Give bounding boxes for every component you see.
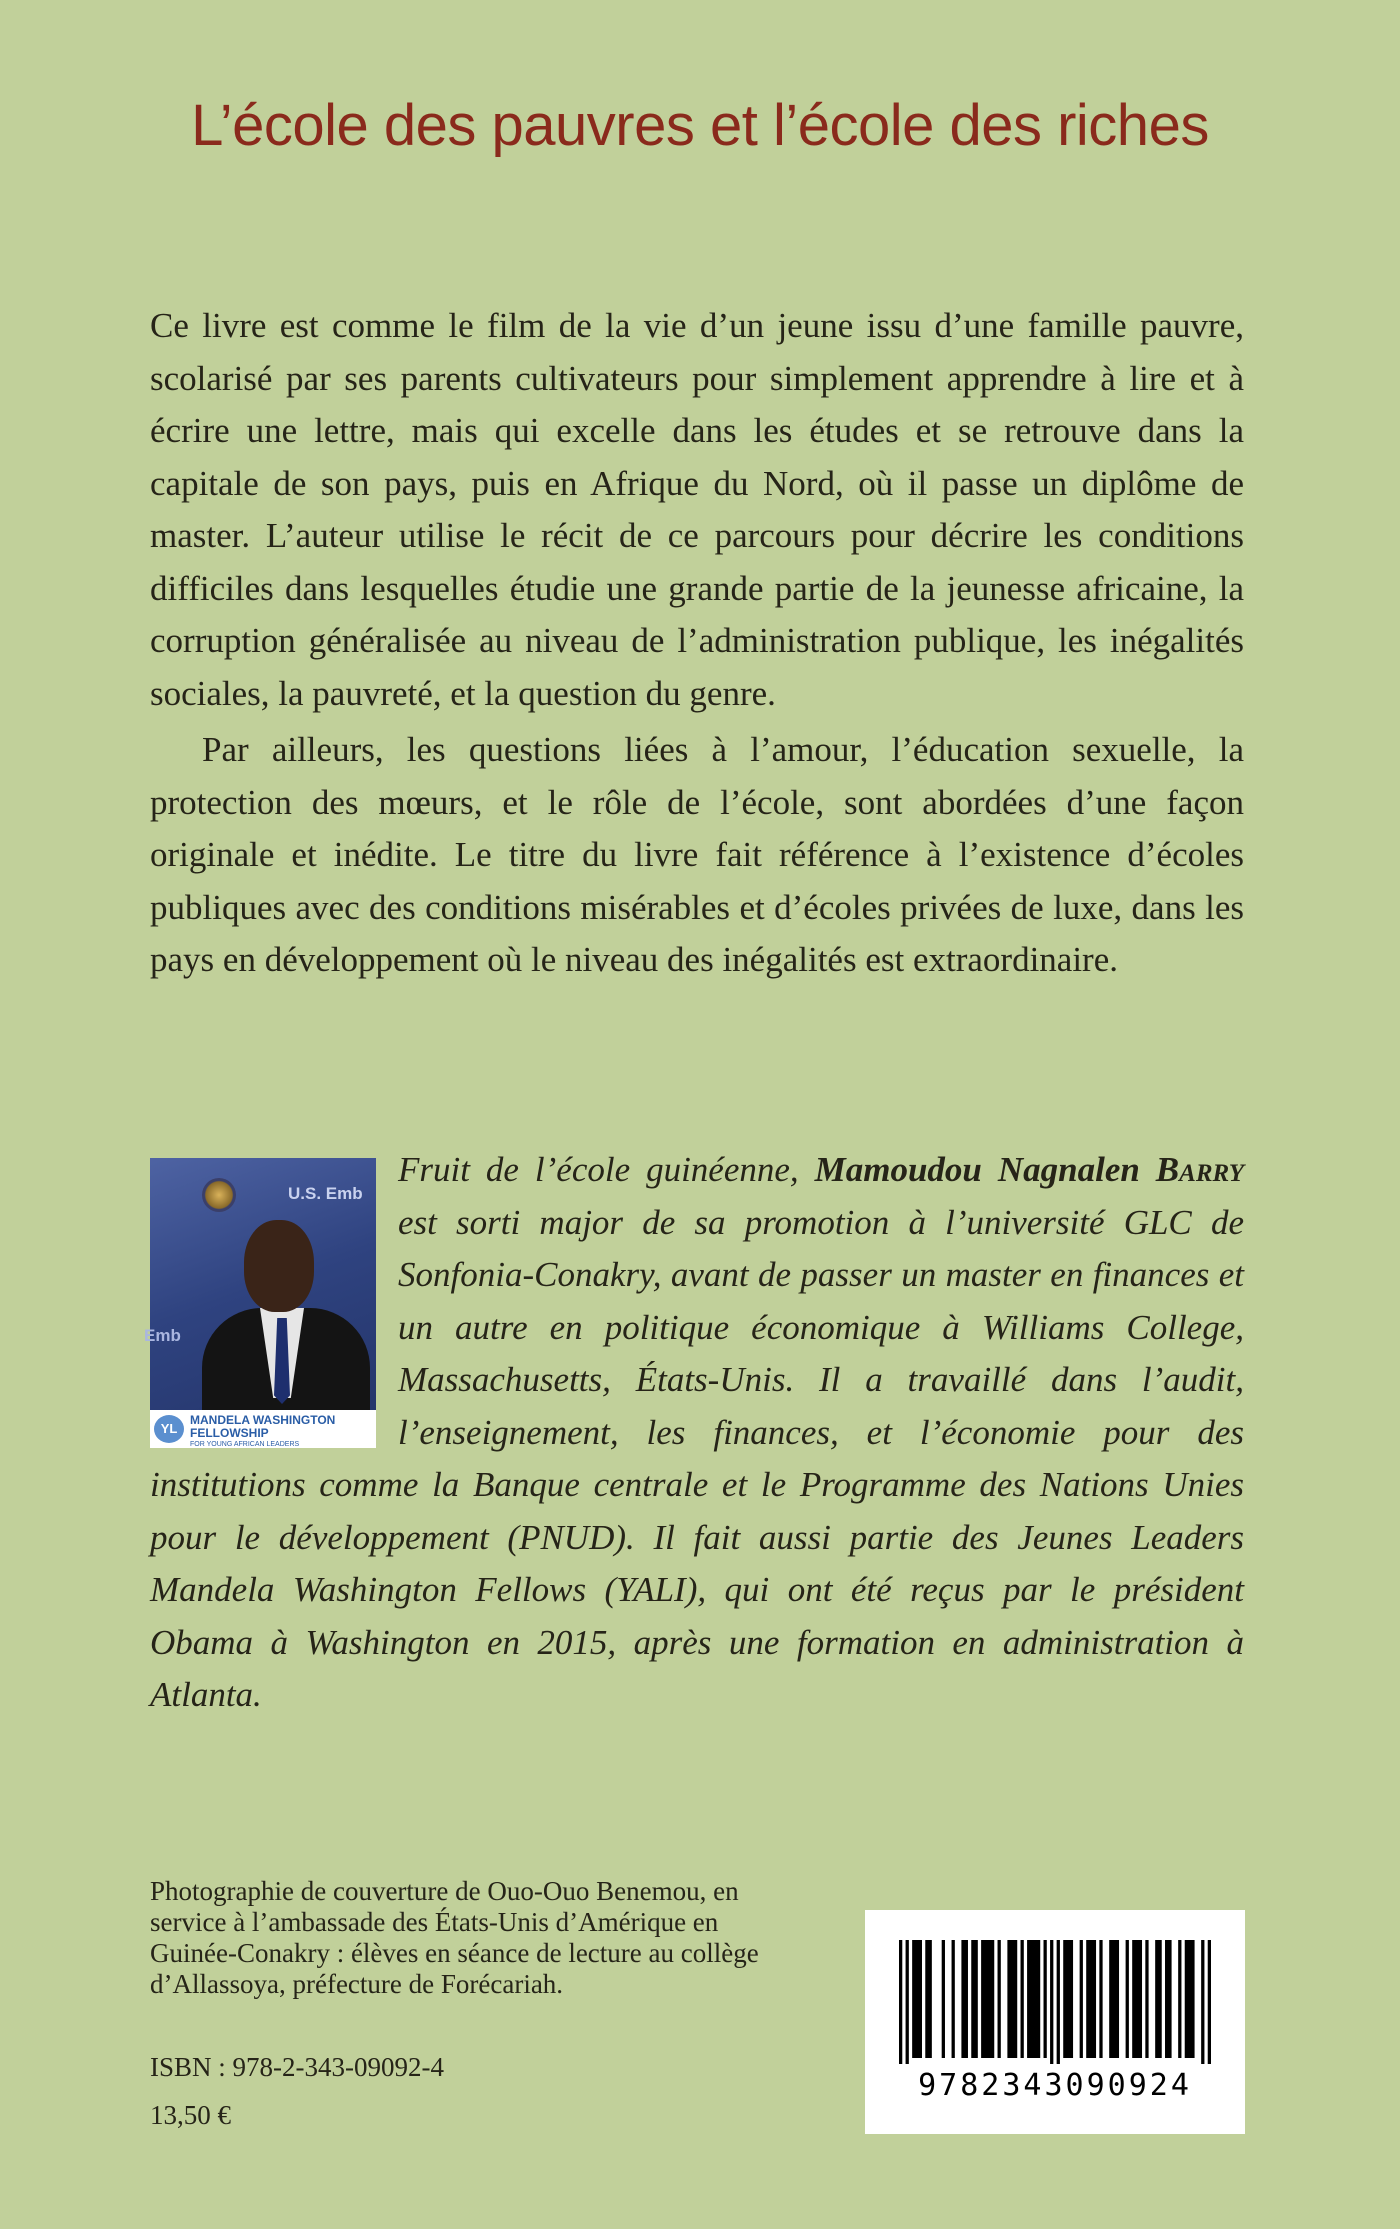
- barcode-bar: [1044, 1940, 1047, 2058]
- barcode-bar: [1080, 1940, 1083, 2058]
- cover-photo-credits: Photographie de couverture de Ouo-Ouo Benemou, en service à l’ambassade des États-Unis d’Amérique en Guinée-Conakry : élèves en séance de lecture au collège d’Allassoya, préfecture de Forécariah.: [150, 1876, 759, 1999]
- barcode-bar: [961, 1940, 968, 2058]
- barcode-bar: [899, 1940, 902, 2064]
- yali-logo-icon: YL: [154, 1415, 184, 1443]
- barcode-bar: [1099, 1940, 1102, 2058]
- synopsis: [150, 300, 1244, 987]
- barcode-bar: [981, 1940, 994, 2058]
- barcode-bar: [1021, 1940, 1024, 2058]
- author-first-names: Mamoudou Nagnalen: [814, 1150, 1140, 1189]
- barcode-bar: [998, 1940, 1001, 2058]
- barcode-digits: 9782343090924: [918, 2068, 1192, 2103]
- bio-intro: Fruit de l’école guinéenne,: [398, 1150, 815, 1189]
- author-biography: [150, 1144, 1244, 1722]
- barcode-bar: [1185, 1940, 1195, 2058]
- barcode-bar: [952, 1940, 955, 2058]
- isbn: ISBN : 978-2-343-09092-4: [150, 2052, 444, 2082]
- barcode-bars: [899, 1940, 1211, 2064]
- photo-embassy-sign-2: Emb: [144, 1326, 181, 1345]
- barcode-bar: [1126, 1940, 1129, 2058]
- barcode-bar: [1201, 1940, 1204, 2064]
- barcode-bar: [906, 1940, 909, 2064]
- barcode-bar: [1050, 1940, 1053, 2064]
- barcode-bar: [1145, 1940, 1148, 2058]
- barcode-bar: [1132, 1940, 1142, 2058]
- barcode-bar: [1063, 1940, 1073, 2058]
- barcode-bar: [1027, 1940, 1040, 2058]
- photo-spacer: [150, 1144, 398, 1454]
- barcode-bar: [1057, 1940, 1060, 2064]
- book-title: L’école des pauvres et l’école des riches: [191, 93, 1209, 158]
- barcode-bar: [1155, 1940, 1162, 2058]
- photo-embassy-sign: U.S. Emb: [288, 1184, 363, 1203]
- synopsis-paragraph-2: Par ailleurs, les questions liées à l’amour, l’éducation sexuelle, la protection des mœurs, et le rôle de l’école, sont abordées d’une façon originale et inédite. Le titre du livre fait référence à l’existence d’écoles publiques avec des conditions misérables et d’écoles privées de luxe, dans les pays en développement où le niveau des inégalités est extraordinaire.: [150, 730, 1244, 979]
- banner-line-2: FELLOWSHIP: [190, 1426, 269, 1440]
- barcode-bar: [1007, 1940, 1017, 2058]
- bio-text: est sorti major de sa promotion à l’université GLC de Sonfonia-Conakry, avant de passer un master en finances et un autre en politique économique à Williams College, Massachusetts, États-Unis. Il a travaillé dans l’audit, l’enseignement, les finances, et l’économie pour des institutions comme la Banque centrale et le Programme des Nations Unies pour le développement (PNUD). Il fait aussi partie des Jeunes Leaders Mandela Washington Fellows (YALI), qui ont été reçus par le président Obama à Washington en 2015, après une formation en administration à Atlanta.: [150, 1202, 1244, 1714]
- barcode-bar: [1178, 1940, 1181, 2058]
- barcode-bar: [1086, 1940, 1096, 2058]
- barcode-bar: [912, 1940, 922, 2058]
- barcode-bar: [971, 1940, 978, 2058]
- barcode-bar: [1208, 1940, 1211, 2064]
- barcode: [865, 1910, 1245, 2134]
- author-surname: Barry: [1155, 1150, 1244, 1189]
- synopsis-paragraph-1: Ce livre est comme le film de la vie d’un jeune issu d’une famille pauvre, scolarisé par ses parents cultivateurs pour simplement apprendre à lire et à écrire une lettre, mais qui excelle dans les études et se retrouve dans la capitale de son pays, puis en Afrique du Nord, où il passe un diplôme de master. L’auteur utilise le récit de ce parcours pour décrire les conditions difficiles dans lesquelles étudie une grande partie de la jeunesse africaine, la corruption généralisée au niveau de l’administration publique, les inégalités sociales, la pauvreté, et la question du genre.: [150, 306, 1244, 713]
- price: 13,50 €: [150, 2100, 231, 2130]
- barcode-bar: [925, 1940, 932, 2058]
- barcode-bar: [942, 1940, 945, 2058]
- barcode-bar: [1165, 1940, 1172, 2058]
- banner-line-3: FOR YOUNG AFRICAN LEADERS: [190, 1441, 300, 1448]
- barcode-bar: [1109, 1940, 1119, 2058]
- banner-line-1: MANDELA WASHINGTON: [190, 1413, 336, 1427]
